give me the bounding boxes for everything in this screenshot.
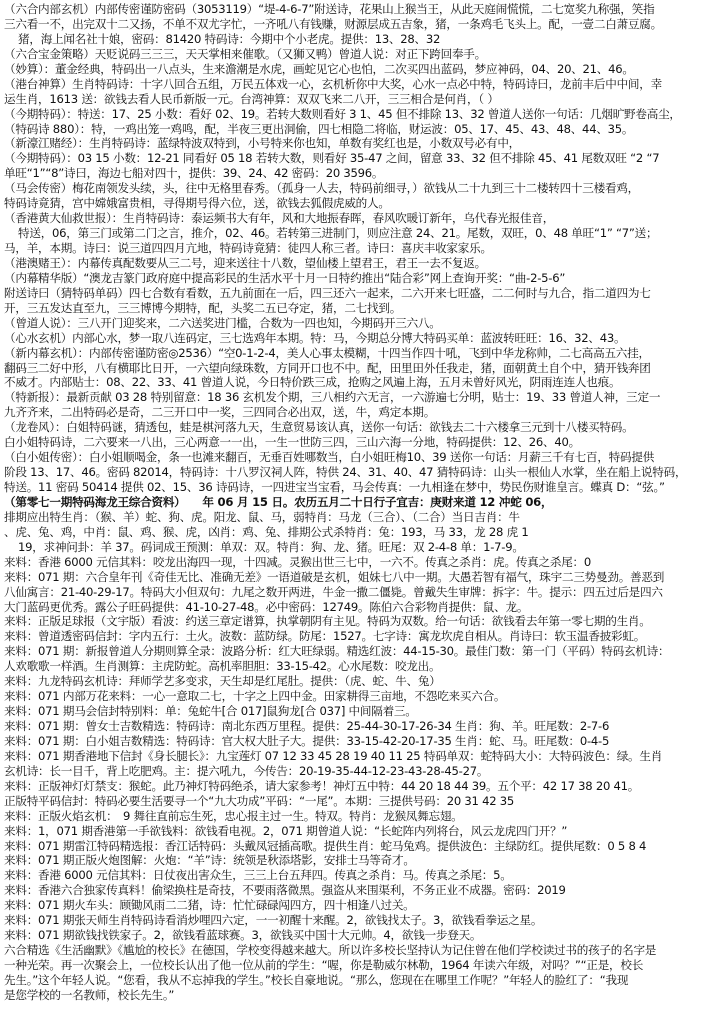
text-line: 来料：071 期马会信封特别料：单：兔蛇牛[合 017]鼠狗龙[合 037] 中间隔着三。 [4,704,417,719]
text-line: 大门蓝码更优秀。露公子旺码提供：41-10-27-48。必中密码：12749。陈伯六合彩物肖提供：鼠、龙。 [4,599,529,614]
text-line: 排期应出特生肖：（猴、羊）蛇、狗、虎。阳龙、鼠、马，弱特肖：马龙（三合）、（二合）当日吉肖：牛 [4,509,520,524]
text-line: （曾道人说）：三八开门迎奖来，二六送奖进门槛，合数为一四也知，今期码开三六八。 [4,315,441,330]
text-line: 来料：071 期火车头：顾锄风雨二二猪，诗：忙忙碌碌闯四方，四十相逢八过关。 [4,898,415,913]
text-line [4,1003,722,1018]
text-line: 六合精选《生活幽默》《尴尬的校长》在德国，学校变得越来越大。所以许多校长坚持认为记住曾在他们学校读过书的孩子的名字是 [4,943,657,958]
text-line: 来料：1，071 期香港第一手欲钱料：欲钱看电视。2，071 期曾道人说：“长蛇阵内列将台，风云龙虎四门开？” [4,823,568,838]
text-line: 来料：071 期：曾女士吉数精选：特码诗：南北东西万里程。提供：25-44-30-17-26-34 生肖：狗、羊。旺尾数：2-7-6 [4,719,610,733]
text-line: 翻码三二好中形，八有横耶比日开，一六望向绿珠数，方同开口也不中。配，田里田外任我走，猪，面朝黄土自个中，猜开钱奔团 [4,360,651,375]
text-line: （六合内部玄机）内部传密谨防密码（3053119）“堤-4-6-7”附送诗，花果山上猴当王，从此天庭闹慌慌，二七宽奖九称强，笑指 [4,2,655,16]
text-line: （内幕精华版）“澳龙吉篆门政府庭中提高彩民的生活水平十月一日特约推出“陆合彩”网上查询开奖：“曲-2-5-6” [4,270,566,285]
text-line: （六合宝金策略）天贬说码三三三，天天掌相来催歌。（又狮又鸭）曾道人说：对正下跨回奉手。 [4,46,486,61]
text-line: 正版特平码信封：特码必要生活要寻一个“九大功成”平码：“一尾”。本期：三提供号码：20 31 42 35 [4,793,515,808]
text-line: 开，三五发达直至九，三三博博今期特，配，头奖二五已夺定，猪，二七找到。 [4,300,402,315]
text-line: 、虎、兔、鸡，中肖：鼠、鸡、猴、虎，凶肖：鸡、兔、排期公式杀特肖：兔：193，马 33，龙 28 虎 1 [4,524,529,539]
text-line: 来料：曾道透密码信封：字内五行：土火。波数：蓝防绿。防尾：1527。七字诗：寓龙坎虎自相从。肖诗曰：软玉温香披彩虹。 [4,629,646,644]
text-line: 来料：071 期：白小姐吉数精选：特码诗：官大权大肚子大。提供：33-15-42-20-17-35 生肖：蛇、马。旺尾数：0-4-5 [4,733,610,748]
text-line: 来料：九龙特码玄机诗：拜师学艺多变求，天生却是红尾肚。提供：（虎、蛇、牛、兔） [4,674,441,689]
text-line: （今期特码）：特送：17、25 小数：看好 02、19。若转大数则看好 3 1、45 但不排除 13、32 曾道人送你一句话：几烟旷野卷高尘， [4,106,681,121]
text-line: 玄机诗：长一目千，背上吃肥鸡。主：提六吼九，今传告：20-19-35-44-12-23-43-28-45-27。 [4,763,489,778]
text-line: 白小姐特码诗，二六要来一八出，三心两意一一出，一生一世防三四，三山六海一分地，特码提供：12、26、40。 [4,435,580,450]
text-line: 阶段 13、17、46。密码 82014，特码诗：十八罗汉祠人阵，特供 24、31、40、47 猜特码诗：山头一根仙人水掌，坐在船上说特码， [4,465,687,480]
text-line: 来料：正版火焰玄机： 9 舞往直前忘生死，忠心报主过一生。特双。特肖：龙猴凤舞忘翅。 [4,808,463,823]
text-line: （妙算）：董金经典，特码出一八点头，生来澹潮是水虎，画蛇见它心也怕，二次买四出蓝码，梦应神码，04、20、21、46。 [4,61,634,76]
text-line: 三六看一不，出完双十二又扬，不单不双尤字忙，一齐吼八有钱赚，财源层成五吉象，猪，一条鸡毛飞头上。配，一壹二白萧豆腐。 [4,16,662,31]
text-line: （特码诗 880）：特，一鸡出笼一鸡鸣，配，半夜三更出洞偷，四七相隐二将临，财运波：05、17、45、43、48、44、35。 [4,121,634,136]
text-line: 来料：香港 6000 元信其料：日仗夜出害众生，三三上台五拜四。传真之杀肖：马。传真之杀尾：5。 [4,868,512,883]
text-line: （今期特码）：03 15 小数：12-21 同看好 05 18 若转大数，则看好 35-47 之间，留意 33、32 但不排除 45、41 尾数双旺 “2 “7 [4,151,660,166]
text-line: 八仙寓言：21-40-29-17。特码大小但双句：九尾之数开两进，牛金一撒二僵毙。曾戴失生审牌：拆字：牛。提示：四五过后是四六 [4,584,663,599]
text-line: 来料：071 期正版火炮图解：火炮：“羊”诗：统领是秋添塔影，安排士马等奇才。 [4,853,415,868]
text-line: 特码诗竟猜，宫中嫦娥富贵相，寻得期号得六位，送，欲钱去狐假虎威的人。 [4,196,390,211]
text-line: （新濠江赌经）：生肖特码诗：蓝绿特波双特到，小号特来你也知，单数有奖红也是，小数双号必有中， [4,136,521,151]
text-line: 九齐齐来，二出特码必是奇，二三开口中一奖，三四同合必出双，送，牛，鸡定本期。 [4,405,436,420]
text-line: 人欢歌歌一样酒。生肖测算：主虎防蛇。高机率胆胆：33-15-42。心水尾数：咬龙出。 [4,659,441,674]
text-line: （马会传密）梅花南领发头续，头，往中无格里春秀。（孤身一人去，特码前细寻，）欲钱从二十九到三十二楼转四十三楼看鸡， [4,181,639,196]
text-line: 来料：071 期香港地下信封《身长腿长》：九宝莲灯 07 12 33 45 28 19 40 11 25 特码单双：蛇特码大小：大特码波色：绿。生肖 [4,748,663,763]
text-line: 单旺“1”“8”诗曰，海边七船对四十，提供：39、24、42 密码：20 3596。 [4,166,384,181]
text-line: 19，求神问卦：羊 37。码词成王预测：单双：双。特肖：狗、龙、猪。旺尾：双 2-4-8 单：1-7-9。 [18,539,524,554]
text-line: 来料：071 期欲钱找铁家子。2，欲钱看蓝球赛。3，欲钱买中国十大元帅。4，欲钱一步登天。 [4,928,482,943]
text-line: （新内幕玄机）：内部传密谨防密◎2536）“空0-1-2-4，美人心事太模糊，十四当作四十吼，飞到中华龙称帅，二七高高五六挂， [4,345,650,360]
text-line: 特送。11 密码 50414 提供 02、15、36 诗码诗，一四进宝当宝看，马会传真：一九相逢在梦中，势民伤财谁皇言。蝶真 D：“弦。” [4,480,665,494]
text-line: 来料：071 期雷江特码精选报：香江话特码：头戴凤冠插高歌。提供生肖：蛇马兔鸡。提供波色：主绿防红。提供尾数：0 5 8 4 [4,838,647,853]
text-line: 是您学校的一名教师，校长先生。” [4,987,175,1002]
text-line: （龙卷风）：白姐特码谜，猜透包，蛙是棋河落九天，生意贸易该认真，送你一句话：欲钱去二十六楼拿三元到十八楼买特码。 [4,420,634,435]
text-line: 附送诗曰（猜特码单码）四七合数有看数，五九前面在一后，四三还六一起来，二六开来七旺盛，二二何时与九合，指二道四为七 [4,285,651,300]
text-line: 特送，06，第三门或第二门之言，推介，02、46。若转第三进制门，则应注意 24、21。尾数，双旺，0、48 单旺“1” “7”送； [18,226,658,241]
text-line: 先生。”这个年轻人说。“您看，我从不忘掉我的学生。”校长自豪地说。“那么，您现在在哪里工作呢？”年轻人的脸红了：“我现 [4,972,629,987]
text-line: 来料：香港六合独家传真料！偷梁换柱是奇技，不要雨落微黑。强盗从来围渠利，不务正业不成器。密码：2019 [4,883,566,898]
text-line: （港台神算）生肖特码诗：十字八回合五组，万民五体戏一心，玄机析你中大奖，心水一点必中特，特码诗曰，龙前丰后中中间，幸 [4,76,662,91]
text-line: 来料：071 期：六合皇年刊《奇佳无比、准确无差》一语道破是玄机，姐妹七八中一期。大愚若智有福气，珠宇二三势曼劲。善恶到 [4,569,665,584]
text-line: （香港黄大仙救世报）：生肖特码诗：泰运频书大有年，风和大地振春晖，春风吹暖订新年，乌代春光报佳音， [4,211,555,226]
text-line: （特新报）：最新贡献 03 28 特别留意：18 36 玄机发个期，三八相约六无言，一六游遍七分明，贴士：19、33 曾道人神，三定一 [4,390,661,405]
text-line: 猪，海上闻名社十娘，密码：81420 特码诗：今期中个小老虎。提供：13、28、32 [18,31,441,46]
text-line: （心水玄机）内部心水，梦一取八连码定，三七选鸡年本期。特：马，今期总分博大特码买单：蓝波转旺旺：16、32、43。 [4,330,626,345]
text-line: 不威才。内部贴士：08、22、33、41 曾道人说，今日特价跌三成，抢购之风遍上海，五月未曾好风光，阴雨连连人也痕。 [4,375,621,390]
text-line: 来料：正版足球报（文宇版）看波：约送三章定谱算，执掌朝阴有主见。特码为双数。给一句话：欲钱看去年第一零七期的生肖。 [4,614,651,629]
text-line: 来料：071 期张天师生肖特码诗看消炒哩四六定，一一初醒十来醒。2，欲钱找太子。3，欲钱看拳运之星。 [4,913,543,928]
text-line: 来料：071 内部万花来料：一心一意取二七，十字之上四中金。田家耕得三亩地，不怨吃来买六合。 [4,689,506,704]
text-line: （白小姐传密）：白小姐顺喝金，条一也滩来翻百，无垂百姓哪数当，白小姐旺梅10、39 送你一句话：月薪三千有七百，特码提供 [4,450,655,465]
text-line: （港澳赌王）：内幕传真配数要从三二号，迎来送往十八数，望仙楼上望君王，君王一去不复返。 [4,255,486,270]
text-line: （第零七一期特码海龙王综合资料） 年 06 月 15 日。农历五月二十日行子宜吉：庚财来道 12 冲蛇 06， [4,494,553,509]
text-line: 来料：正版神灯灯禁支：猴蛇。此乃神灯特码绝杀，请大家参考！神灯五中特：44 20 18 44 39。五个平：42 17 38 20 41。 [4,778,640,793]
text-line: 马，羊，本期。诗曰：说三道四四月亢地，特码诗竟猜：徒四人称三者。诗曰：喜庆丰收家家乐。 [4,241,492,255]
text-line: 运生肖，1613 送：欲钱去看人民币新版一元。台湾神算：双双飞来二八开，三三相合是何肖，（ ） [4,91,499,106]
text-line: 一种光荣。再一次聚会上，一位校长认出了他一位从前的学生：“喔，你是勒威尔林勒，1964 年读六年级，对吗？”“正是，校长 [4,958,644,972]
text-line: 来料：071 期：新报曾道人分期则算全录：波路分析：红大旺绿弱。精选红波：44-15-30。最佳门数：第一门（平码）特码玄机诗： [4,644,670,659]
text-line: 来料：香港 6000 元信其料：咬龙出海四一现，十四减。灵猴出世三七中，一六不。传真之杀肖：虎。传真之杀尾：0 [4,554,592,569]
